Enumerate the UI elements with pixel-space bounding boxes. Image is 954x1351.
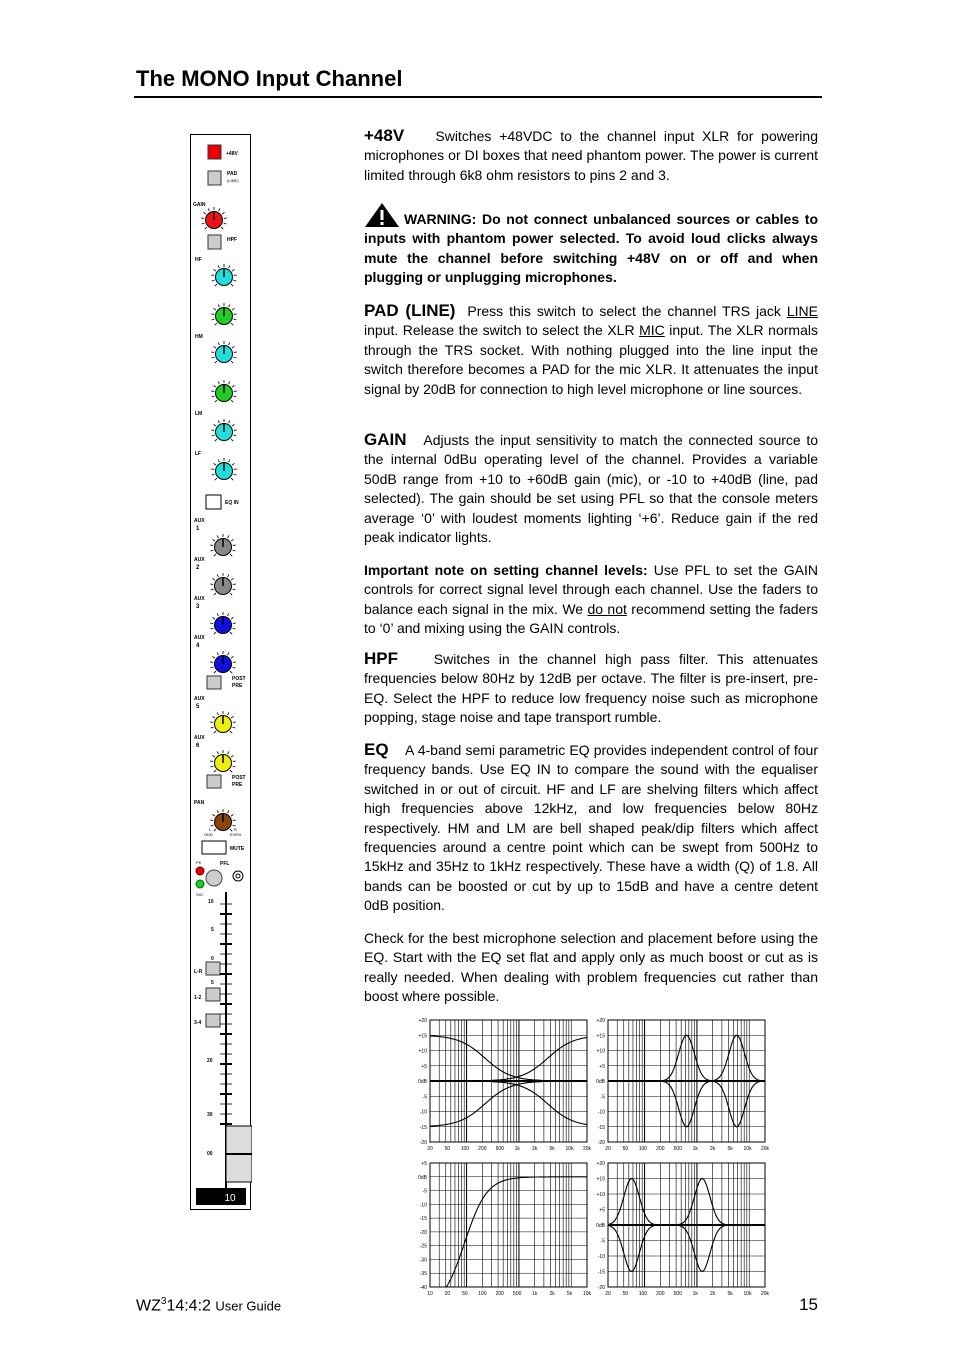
svg-text:100: 100 bbox=[638, 1291, 648, 1297]
lm-response-graph bbox=[596, 1161, 769, 1297]
text-48v: Switches +48VDC to the channel input XLR for powering microphones or DI boxes that need phantom power. The power is current limited through 6k8 ohm resistors to pins 2 and 3. bbox=[364, 128, 818, 183]
svg-text:EVEN: EVEN bbox=[230, 832, 241, 837]
svg-text:-20: -20 bbox=[597, 1140, 605, 1146]
svg-text:5: 5 bbox=[211, 980, 214, 986]
svg-text:5k: 5k bbox=[727, 1146, 733, 1152]
svg-text:0dB: 0dB bbox=[596, 1079, 605, 1085]
svg-text:MUTE: MUTE bbox=[230, 846, 245, 852]
svg-text:+5: +5 bbox=[599, 1207, 605, 1214]
svg-text:-10: -10 bbox=[419, 1202, 427, 1209]
svg-text:HM: HM bbox=[195, 334, 203, 340]
svg-text:1: 1 bbox=[196, 526, 200, 532]
svg-text:20: 20 bbox=[444, 1291, 451, 1297]
svg-text:+10: +10 bbox=[418, 1048, 427, 1055]
pfl-button bbox=[206, 870, 222, 886]
svg-text:20: 20 bbox=[605, 1146, 611, 1152]
svg-text:-5: -5 bbox=[600, 1238, 605, 1245]
svg-text:20k: 20k bbox=[760, 1291, 770, 1297]
footer-model: $WZ^314:4:2$ User Guide bbox=[136, 1296, 282, 1315]
svg-text:+20: +20 bbox=[596, 1018, 605, 1024]
svg-text:20: 20 bbox=[207, 1058, 213, 1064]
svg-text:50: 50 bbox=[462, 1291, 468, 1297]
svg-text:PFL: PFL bbox=[220, 861, 230, 867]
svg-text:2k: 2k bbox=[549, 1291, 555, 1297]
svg-text:3: 3 bbox=[196, 604, 200, 610]
svg-text:1k: 1k bbox=[514, 1146, 520, 1152]
signal-led bbox=[196, 880, 204, 888]
svg-text:20: 20 bbox=[427, 1146, 433, 1152]
svg-text:0dB: 0dB bbox=[418, 1079, 427, 1085]
svg-text:POST: POST bbox=[232, 676, 246, 682]
svg-text:5: 5 bbox=[211, 927, 214, 933]
svg-text:6: 6 bbox=[196, 743, 200, 749]
svg-text:LM: LM bbox=[195, 411, 203, 417]
svg-text:R: R bbox=[234, 827, 237, 832]
warning-text: WARNING: Do not connect unbalanced sources or cables to inputs with phantom power selected. To avoid loud clicks always mute the channel before switching +48V on or off and when plugging or unplugging microphones. bbox=[364, 211, 818, 286]
page-title: The MONO Input Channel bbox=[136, 66, 403, 91]
svg-text:LF: LF bbox=[195, 451, 202, 457]
svg-text:0: 0 bbox=[211, 956, 214, 962]
section-48v bbox=[364, 126, 818, 185]
svg-text:100: 100 bbox=[478, 1291, 487, 1297]
mute-button bbox=[202, 841, 226, 854]
svg-text:L-R: L-R bbox=[194, 969, 203, 975]
svg-text:+10: +10 bbox=[596, 1048, 605, 1055]
page-number: 15 bbox=[799, 1295, 818, 1314]
svg-text:AUX: AUX bbox=[194, 696, 205, 702]
aux56-post-pre-button bbox=[207, 775, 221, 788]
section-hpf: HPF Switches in the channel high pass filter. This attenuates frequencies below 80Hz by 12dB per octave. The filter is pre-insert, pre-EQ. Select the HPF to reduce low frequency noise such as microphone popping, stage noise and tape transport rumble. bbox=[364, 649, 818, 726]
svg-text:-15: -15 bbox=[419, 1216, 427, 1223]
svg-text:1k: 1k bbox=[692, 1291, 698, 1297]
svg-text:PK: PK bbox=[196, 860, 202, 865]
svg-text:100: 100 bbox=[460, 1146, 470, 1152]
svg-text:500: 500 bbox=[513, 1291, 522, 1297]
section-check: Check for the best microphone selection and placement before using the EQ. Start with the EQ set flat and apply only as much boost or cut as is really needed. When dealing with problem frequencies cut rather than boost where possible. bbox=[364, 930, 818, 1005]
svg-text:1k: 1k bbox=[532, 1291, 538, 1297]
svg-text:200: 200 bbox=[495, 1291, 504, 1297]
hf-lf-response-graph bbox=[418, 1018, 591, 1152]
svg-text:10k: 10k bbox=[565, 1146, 574, 1152]
svg-text:-20: -20 bbox=[419, 1229, 427, 1236]
svg-text:-40: -40 bbox=[419, 1285, 427, 1291]
svg-text:10k: 10k bbox=[582, 1291, 592, 1297]
svg-text:+5: +5 bbox=[421, 1161, 427, 1167]
svg-text:PAD: PAD bbox=[227, 171, 238, 177]
svg-text:-10: -10 bbox=[597, 1109, 605, 1116]
svg-text:AUX: AUX bbox=[194, 518, 205, 524]
phantom-button bbox=[208, 145, 221, 159]
hpf-button bbox=[208, 235, 221, 249]
heading-48v: +48V bbox=[364, 126, 405, 145]
svg-text:10k: 10k bbox=[743, 1146, 752, 1152]
svg-text:1-2: 1-2 bbox=[194, 995, 202, 1001]
section-warning bbox=[364, 202, 818, 288]
svg-text:4: 4 bbox=[196, 643, 200, 649]
svg-text:200: 200 bbox=[656, 1146, 665, 1152]
section-pad: PAD (LINE) Press this switch to select the channel TRS jack LINE input. Release the switch to select the XLR MIC input. The XLR normals through the TRS socket. With nothing plugged into the line input the switch therefore becomes a PAD for the mic XLR. It attenuates the input signal by 20dB for connection to high level microphone or line sources. bbox=[364, 301, 818, 397]
svg-text:-5: -5 bbox=[600, 1094, 605, 1101]
channel-strip-illustration bbox=[190, 134, 252, 1210]
svg-text:2k: 2k bbox=[710, 1146, 716, 1152]
svg-text:-15: -15 bbox=[419, 1124, 427, 1131]
peak-led bbox=[196, 867, 204, 875]
channel-number: 10 bbox=[224, 1193, 236, 1204]
svg-text:AUX: AUX bbox=[194, 596, 205, 602]
svg-text:10: 10 bbox=[427, 1291, 433, 1297]
svg-text:20k: 20k bbox=[582, 1146, 592, 1152]
svg-text:-5: -5 bbox=[422, 1188, 427, 1195]
svg-text:-15: -15 bbox=[597, 1269, 605, 1276]
svg-text:-15: -15 bbox=[597, 1124, 605, 1131]
heading-pad: PAD (LINE) bbox=[364, 301, 456, 320]
hpf-response-graph bbox=[418, 1161, 591, 1297]
svg-text:GAIN: GAIN bbox=[193, 202, 206, 208]
eq-response-graphs bbox=[400, 1010, 780, 1300]
svg-text:+10: +10 bbox=[596, 1192, 605, 1198]
eq-in-button bbox=[206, 495, 221, 509]
svg-text:200: 200 bbox=[656, 1291, 665, 1297]
svg-text:5k: 5k bbox=[566, 1291, 573, 1297]
aux34-post-pre-button bbox=[207, 676, 221, 689]
svg-text:-10: -10 bbox=[597, 1254, 605, 1260]
svg-text:10: 10 bbox=[208, 899, 214, 905]
svg-text:-20: -20 bbox=[419, 1140, 427, 1146]
svg-text:0dB: 0dB bbox=[596, 1223, 605, 1229]
svg-text:+15: +15 bbox=[596, 1033, 605, 1040]
svg-text:+20: +20 bbox=[418, 1018, 427, 1024]
svg-text:50: 50 bbox=[622, 1291, 629, 1297]
section-note: Important note on setting channel levels: Use PFL to set the GAIN controls for correct signal level through each channel. Use the faders to balance each signal in the mix. We do not recommend setting the faders to ‘0’ and mixing using the GAIN controls. bbox=[364, 562, 818, 637]
svg-text:AUX: AUX bbox=[194, 735, 205, 741]
svg-text:00: 00 bbox=[207, 1151, 213, 1157]
svg-text:500: 500 bbox=[673, 1291, 682, 1297]
svg-text:HPF: HPF bbox=[227, 237, 237, 243]
svg-text:+15: +15 bbox=[596, 1176, 605, 1183]
svg-text:-25: -25 bbox=[419, 1243, 427, 1250]
svg-text:(LINE): (LINE) bbox=[227, 178, 239, 183]
svg-text:L: L bbox=[209, 827, 212, 832]
svg-text:2k: 2k bbox=[532, 1146, 538, 1152]
section-gain: GAIN Adjusts the input sensitivity to match the connected source to the internal 0dBu operating level of the channel. Provides a variable 50dB range from +10 to +60dB gain (mic), or -10 to +40dB (line, pad selected). The gain should be set using PFL so that the console meters average ‘0’ with loudest moments lighting ‘+6’. Reduce gain if the red peak indicator lights. bbox=[364, 430, 819, 546]
svg-text:2k: 2k bbox=[710, 1291, 716, 1297]
svg-text:1k: 1k bbox=[692, 1146, 698, 1152]
svg-text:20k: 20k bbox=[760, 1146, 770, 1152]
svg-text:PAN: PAN bbox=[194, 800, 205, 806]
svg-text:500: 500 bbox=[673, 1146, 682, 1152]
svg-text:10k: 10k bbox=[743, 1291, 752, 1297]
svg-text:+20: +20 bbox=[596, 1161, 605, 1167]
svg-text:-5: -5 bbox=[422, 1094, 427, 1101]
svg-text:-10: -10 bbox=[419, 1109, 427, 1116]
svg-text:30: 30 bbox=[207, 1112, 213, 1118]
svg-text:500: 500 bbox=[495, 1146, 504, 1152]
heading-hpf: HPF bbox=[364, 649, 398, 668]
route-34-button bbox=[206, 1014, 220, 1027]
svg-text:5k: 5k bbox=[549, 1146, 555, 1152]
svg-text:200: 200 bbox=[478, 1146, 487, 1152]
svg-text:AUX: AUX bbox=[194, 635, 205, 641]
section-eq: EQ A 4-band semi parametric EQ provides independent control of four frequency bands. Use EQ IN to compare the sound with the equaliser switched in or out of circuit. HF and LF are shelving filters which affect high frequencies above 12kHz, and low frequencies below 80Hz respectively. HM and LM are bell shaped peak/dip filters which affect frequencies around a centre point which can be swept from 500Hz to 15kHz and 35Hz to 1kHz respectively. These have a width (Q) of 1.8. All bands can be boosted or cut by up to 15dB and have a centre detent 0dB position. bbox=[364, 740, 818, 914]
route-12-button bbox=[206, 988, 220, 1001]
phantom-label: +48V bbox=[226, 151, 238, 157]
svg-text:-30: -30 bbox=[419, 1257, 427, 1264]
svg-text:PRE: PRE bbox=[232, 683, 243, 689]
svg-text:5: 5 bbox=[196, 704, 200, 710]
pad-button bbox=[208, 171, 221, 185]
svg-text:+5: +5 bbox=[599, 1063, 605, 1070]
note-lead: Important note on setting channel levels: bbox=[364, 562, 648, 578]
lr-route-button bbox=[206, 962, 220, 975]
svg-text:-35: -35 bbox=[419, 1271, 427, 1278]
svg-text:50: 50 bbox=[444, 1146, 451, 1152]
svg-text:AUX: AUX bbox=[194, 557, 205, 563]
heading-eq: EQ bbox=[364, 740, 389, 759]
svg-text:-20: -20 bbox=[597, 1285, 605, 1291]
svg-text:3-4: 3-4 bbox=[194, 1020, 202, 1026]
svg-text:0dB: 0dB bbox=[418, 1174, 427, 1181]
warning-icon bbox=[364, 202, 400, 228]
heading-gain: GAIN bbox=[364, 430, 407, 449]
svg-text:ODD: ODD bbox=[204, 832, 213, 837]
title-rule bbox=[134, 96, 822, 98]
svg-text:SIG: SIG bbox=[196, 892, 203, 897]
svg-text:5k: 5k bbox=[727, 1291, 733, 1297]
svg-text:PRE: PRE bbox=[232, 782, 243, 788]
hm-response-graph bbox=[596, 1018, 769, 1152]
svg-text:HF: HF bbox=[195, 257, 202, 263]
svg-text:+5: +5 bbox=[421, 1063, 427, 1070]
svg-text:50: 50 bbox=[622, 1146, 629, 1152]
svg-text:100: 100 bbox=[638, 1146, 648, 1152]
svg-text:2: 2 bbox=[196, 565, 200, 571]
svg-text:EQ IN: EQ IN bbox=[225, 500, 239, 506]
svg-text:+15: +15 bbox=[418, 1033, 427, 1040]
svg-text:20: 20 bbox=[605, 1291, 611, 1297]
svg-text:POST: POST bbox=[232, 775, 246, 781]
